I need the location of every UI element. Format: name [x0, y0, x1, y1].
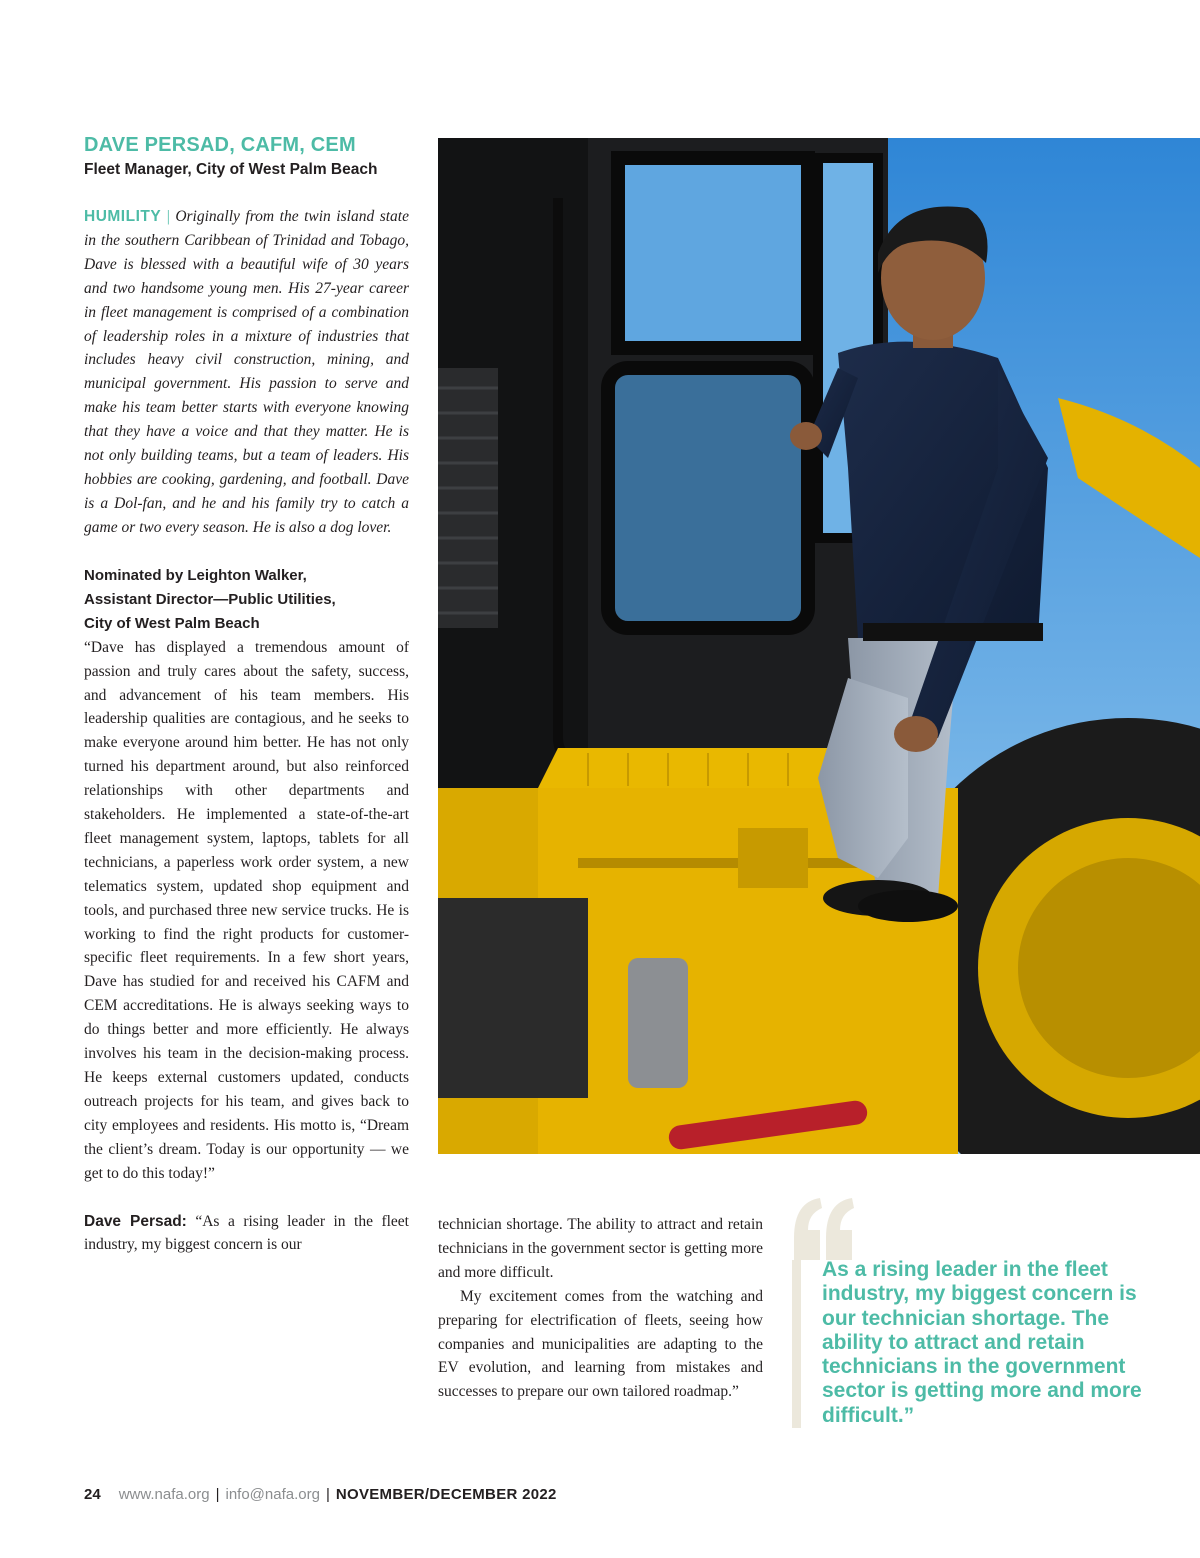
nomination-heading — [84, 564, 409, 636]
statement-continuation: technician shortage. The ability to attract and retain technicians in the government sector is getting more and more difficult. — [438, 1216, 763, 1281]
nomination-quote: “Dave has displayed a tremendous amount of passion and truly cares about the safety, success, and advancement of his team members. His leadership qualities are contagious, and he seeks to make everyone around him better. He has not only turned his department around, but also reinforced relationships with other departments and stakeholders. He implemented a state-of-the-art fleet management system, laptops, tablets for all technicians, a paperless work order system, a new telematics system, updated shop equipment and tools, and purchased three new service trucks. He is working to find the right products for customer-specific fleet requirements. In a few short years, Dave has studied for and received his CAFM and CEM accreditations. He is always seeking ways to do things better and more efficiently. He always involves his team in the decision-making process. He keeps external customers updated, conducts outreach projects for his team, and gives back to city employees and residents. His motto is, “Dream the client’s dream. Today is our opportunity — we get to do this today!” — [84, 638, 409, 1182]
left-column — [84, 134, 409, 1257]
nominator-org-line: City of West Palm Beach — [84, 614, 260, 632]
profile-name: DAVE PERSAD, CAFM, CEM — [84, 134, 356, 156]
bio-paragraph — [84, 205, 409, 540]
keyword-divider: | — [166, 208, 170, 225]
statement-text-start: “As a rising leader in the fleet industry, my biggest concern is our — [84, 1212, 409, 1254]
page-number: 24 — [84, 1486, 101, 1503]
speaker-label: Dave Persad: — [84, 1212, 187, 1230]
nominator-line: Nominated by Leighton Walker, — [84, 566, 307, 584]
footer-divider: | — [325, 1486, 330, 1503]
page-footer — [84, 1486, 557, 1503]
feature-photo — [438, 138, 1200, 1154]
statement-paragraph-2: My excitement comes from the watching and preparing for electrification of fleets, seeing how companies and municipalities are adapting to the EV evolution, and learning from mistakes and successes to prepare our own tailored roadmap.” — [438, 1287, 763, 1401]
footer-divider: | — [215, 1486, 220, 1503]
profile-title: Fleet Manager, City of West Palm Beach — [84, 161, 378, 178]
middle-column — [438, 1213, 763, 1404]
nominator-role-line: Assistant Director—Public Utilities, — [84, 590, 336, 608]
keyword-label: HUMILITY — [84, 208, 162, 225]
pull-quote: As a rising leader in the fleet industry, my biggest concern is our technician shortage. The ability to attract and retain technicians in the government sector is getting more and more difficult.” — [822, 1258, 1142, 1427]
website-link[interactable]: www.nafa.org — [118, 1486, 210, 1503]
bio-text: Originally from the twin island state in the southern Caribbean of Trinidad and Tobago, Dave is blessed with a beautiful wife of 30 years and two handsome young men. His 27-year career in fleet management is comprised of a combination of leadership roles in a mixture of industries that includes heavy civil construction, mining, and municipal government. His passion to serve and make his team better starts with everyone knowing that they have a voice and that they matter. He is not only building teams, but a team of leaders. His hobbies are cooking, gardening, and football. Dave is a Dol-fan, and he and his family try to catch a game or two every season. He is also a dog lover. — [84, 208, 409, 536]
issue-date: NOVEMBER/DECEMBER 2022 — [335, 1486, 557, 1503]
email-link[interactable]: info@nafa.org — [225, 1486, 320, 1503]
dave-statement-start — [84, 1210, 409, 1258]
